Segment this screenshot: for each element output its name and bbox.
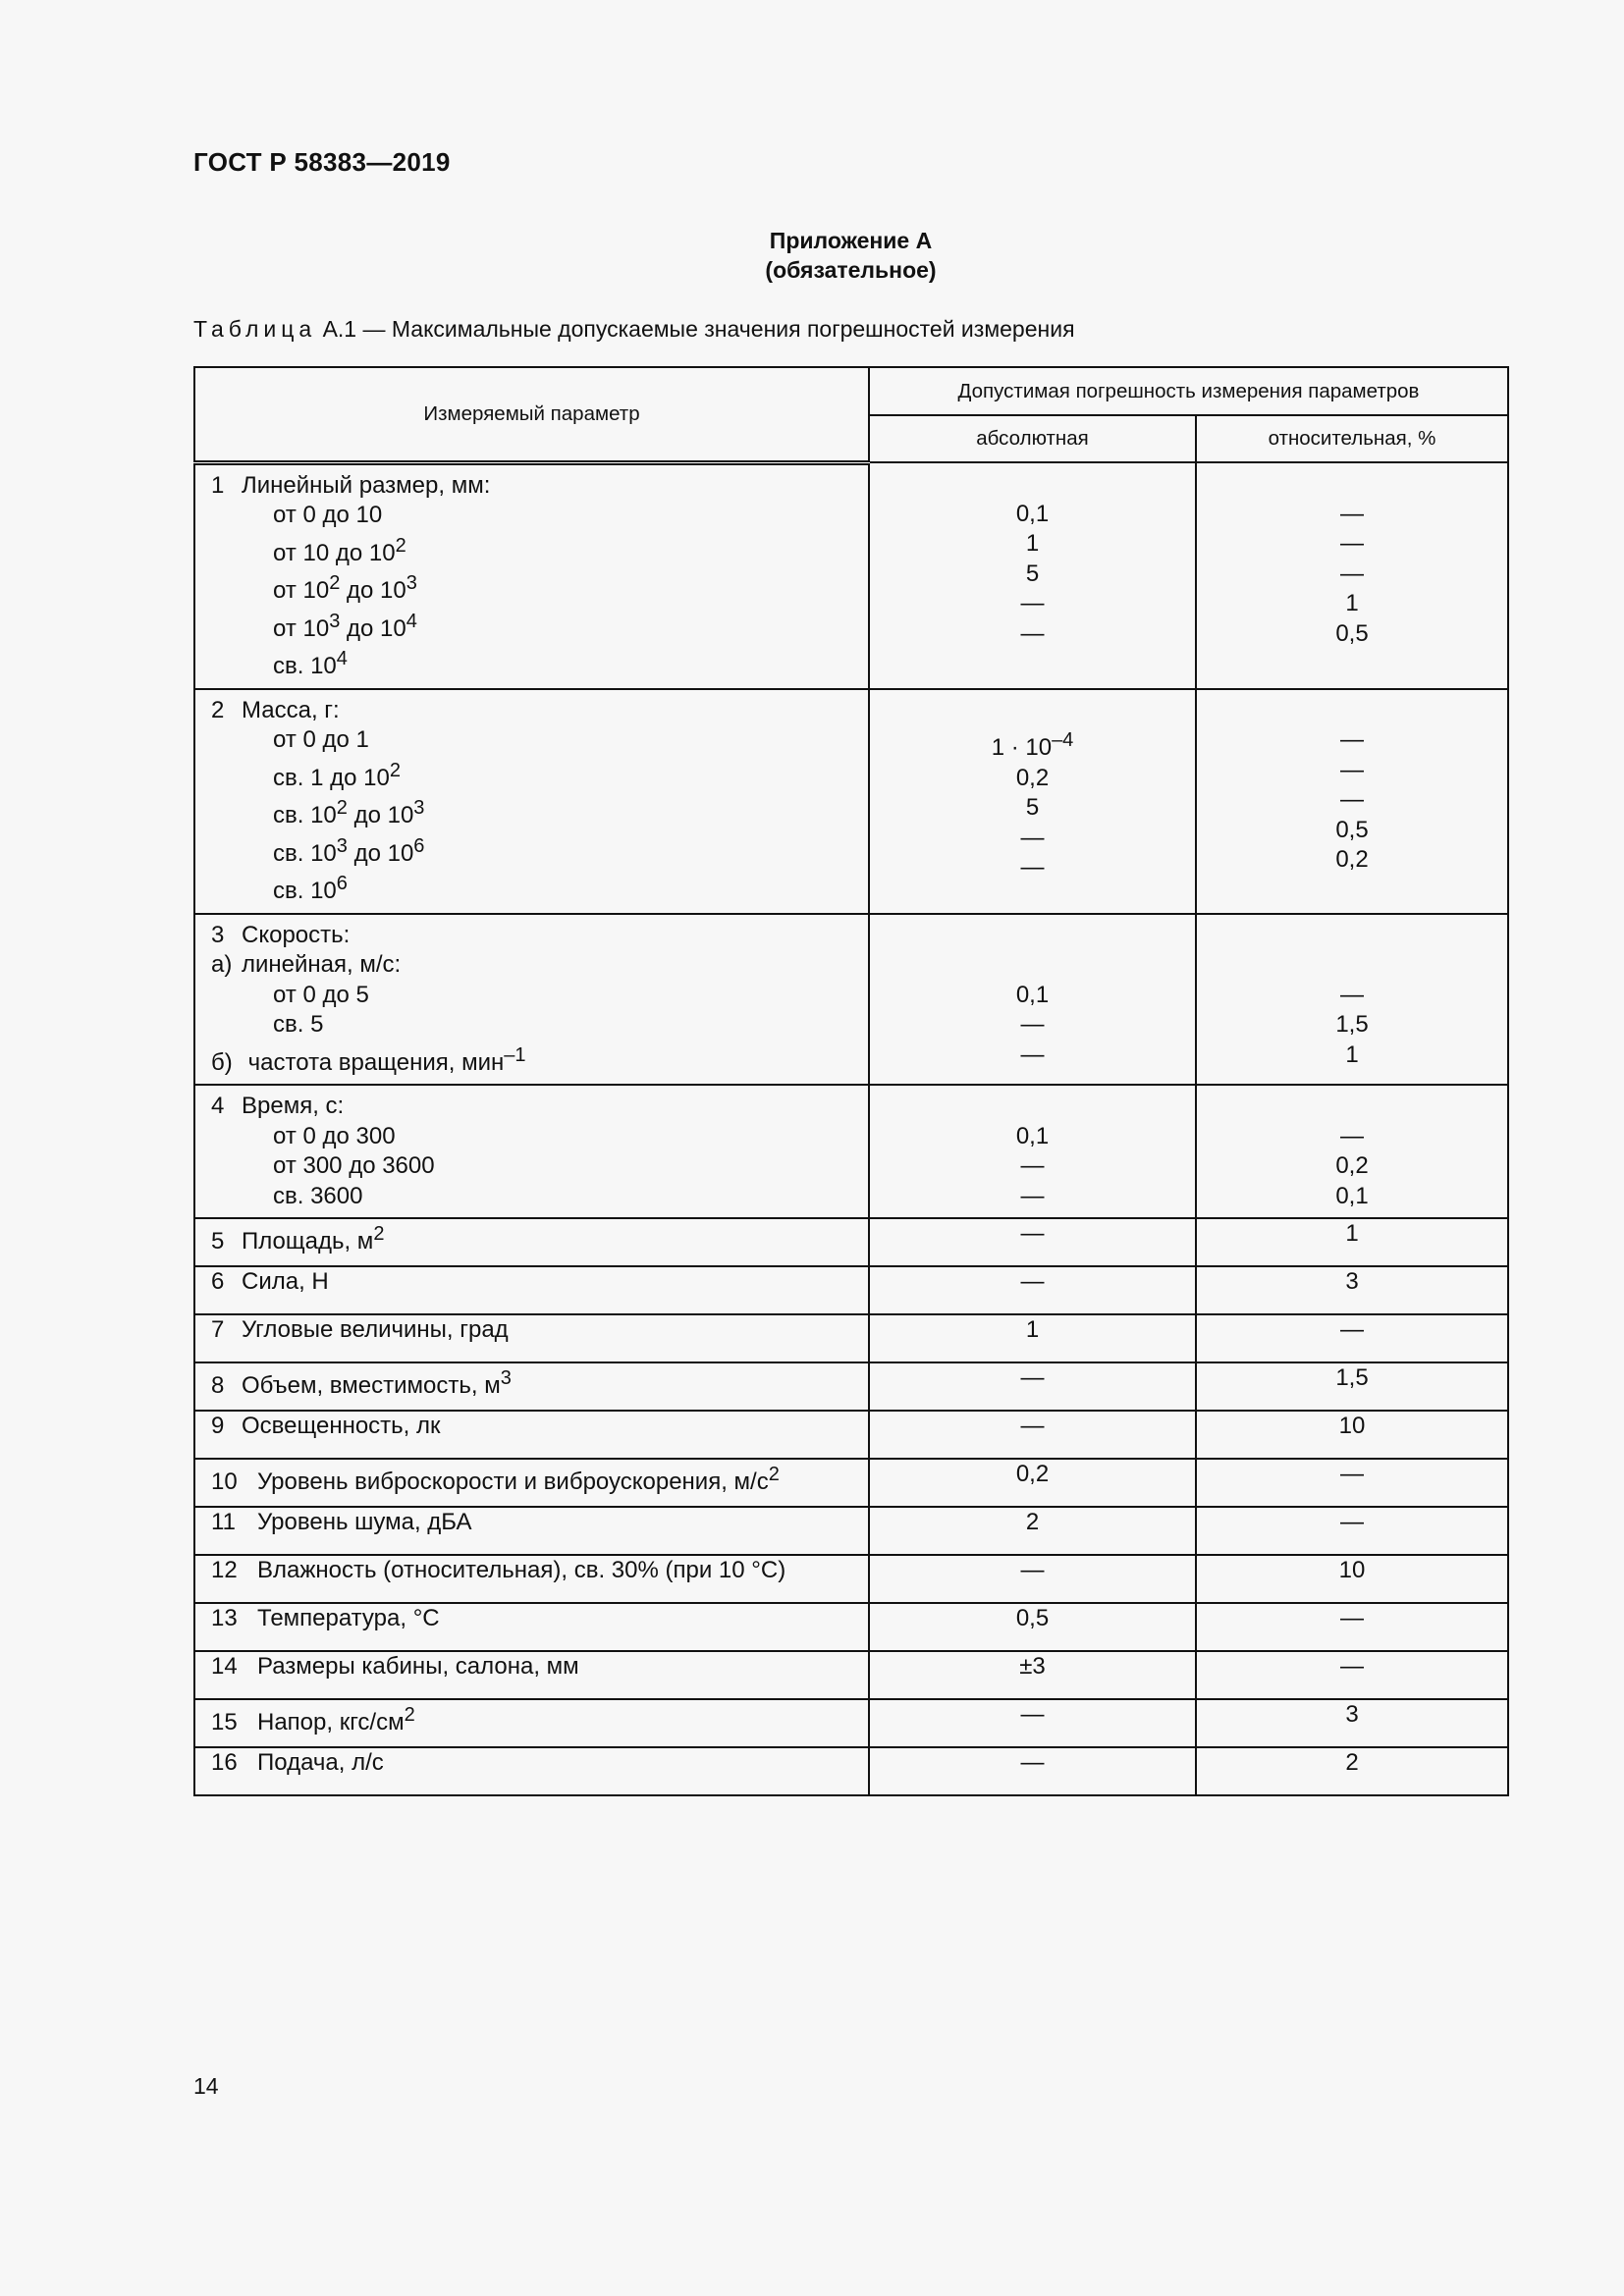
table-row bbox=[194, 1411, 1508, 1459]
param-cell: 11 Уровень шума, дБА bbox=[211, 1509, 472, 1535]
absolute-cell: ±3 bbox=[1019, 1653, 1046, 1680]
absolute-cell: — bbox=[1020, 1364, 1045, 1391]
param-cell: 12 Влажность (относительная), св. 30% (при 10 °С) bbox=[211, 1557, 786, 1583]
param-cell: 14 Размеры кабины, салона, мм bbox=[211, 1653, 579, 1680]
param-cell: 1 Линейный размер, мм: от 0 до 10 от 10 до $10^2$ от $10^2$ до $10^3$ от $10^3$ до $10^4$ св. $10^4$ bbox=[211, 471, 491, 679]
relative-cell: — bbox=[1340, 1653, 1364, 1680]
absolute-cell: 0,1 — — bbox=[1015, 981, 1050, 1068]
param-cell: 10 Уровень виброскорости и виброускорения, $м/с^2$ bbox=[211, 1464, 780, 1495]
absolute-cell: — bbox=[1020, 1557, 1045, 1583]
table-label: Таблица bbox=[193, 316, 317, 342]
table-row bbox=[194, 1699, 1508, 1747]
table-row bbox=[194, 1314, 1508, 1362]
absolute-cell: 0,1 1 5 — — bbox=[1015, 500, 1050, 647]
header-param: Измеряемый параметр bbox=[194, 367, 869, 462]
absolute-cell: 0,2 bbox=[1015, 1461, 1050, 1487]
absolute-cell: 0,5 bbox=[1015, 1605, 1050, 1631]
table-row bbox=[194, 462, 1508, 689]
param-cell: 9 Освещенность, лк bbox=[211, 1413, 441, 1439]
param-cell: 5 Площадь, $м^2$ bbox=[211, 1223, 385, 1255]
absolute-cell: 0,1 — — bbox=[1015, 1122, 1050, 1209]
param-cell: 2 Масса, г: от 0 до 1 св. 1 до $10^2$ св. $10^2$ до $10^3$ св. $10^3$ до $10^6$ св. $10^6$ bbox=[211, 696, 425, 904]
param-cell: 8 Объем, вместимость, $м^3$ bbox=[211, 1367, 512, 1399]
page-number: 14 bbox=[193, 2073, 219, 2099]
error-limits-table bbox=[193, 366, 1509, 1796]
absolute-cell: 2 bbox=[1025, 1509, 1040, 1535]
absolute-cell: — bbox=[1020, 1749, 1045, 1776]
param-cell: 15 Напор, кгс/$см^2$ bbox=[211, 1704, 415, 1735]
table-row bbox=[194, 1507, 1508, 1555]
table-row bbox=[194, 689, 1508, 914]
absolute-cell: 1 bbox=[1025, 1316, 1040, 1343]
table-caption-text: А.1 — Максимальные допускаемые значения погрешностей измерения bbox=[322, 316, 1075, 342]
header-relative: относительная, % bbox=[1196, 415, 1508, 462]
relative-cell: — 1,5 1 bbox=[1335, 981, 1369, 1068]
table-row bbox=[194, 1459, 1508, 1507]
annex-heading bbox=[0, 226, 1624, 285]
table-row bbox=[194, 1085, 1508, 1218]
table-row bbox=[194, 914, 1508, 1086]
absolute-cell: $1 \cdot 10^{-4}$ 0,2 5 — — bbox=[991, 729, 1074, 881]
header-absolute: абсолютная bbox=[869, 415, 1196, 462]
table-row bbox=[194, 1747, 1508, 1795]
param-cell: 7 Угловые величины, град bbox=[211, 1316, 509, 1343]
relative-cell: 3 bbox=[1345, 1701, 1359, 1728]
param-cell: 3 Скорость: а) линейная, м/с: от 0 до 5 св. 5 б) частота вращения, мин$^{-1}$ bbox=[211, 921, 526, 1076]
table-row bbox=[194, 1218, 1508, 1266]
relative-cell: — bbox=[1340, 1509, 1364, 1535]
relative-cell: 2 bbox=[1345, 1749, 1359, 1776]
table-row bbox=[194, 1651, 1508, 1699]
param-cell: 13 Температура, °С bbox=[211, 1605, 440, 1631]
table-row bbox=[194, 1266, 1508, 1314]
relative-cell: — bbox=[1340, 1461, 1364, 1487]
annex-status: (обязательное) bbox=[765, 257, 937, 283]
absolute-cell: — bbox=[1020, 1413, 1045, 1439]
relative-cell: 1 bbox=[1345, 1220, 1359, 1247]
table-caption bbox=[193, 316, 1075, 343]
absolute-cell: — bbox=[1020, 1701, 1045, 1728]
document-code: ГОСТ Р 58383—2019 bbox=[193, 147, 451, 177]
table-row bbox=[194, 1555, 1508, 1603]
absolute-cell: — bbox=[1020, 1220, 1045, 1247]
relative-cell: — — — 0,5 0,2 bbox=[1335, 726, 1369, 873]
table-row bbox=[194, 1603, 1508, 1651]
relative-cell: — bbox=[1340, 1316, 1364, 1343]
param-cell: 4 Время, с: от 0 до 300 от 300 до 3600 св. 3600 bbox=[211, 1093, 435, 1209]
param-cell: 6 Сила, Н bbox=[211, 1268, 329, 1295]
relative-cell: 10 bbox=[1338, 1413, 1366, 1439]
relative-cell: 3 bbox=[1345, 1268, 1359, 1295]
annex-title: Приложение А bbox=[769, 228, 933, 253]
relative-cell: — bbox=[1340, 1605, 1364, 1631]
param-cell: 16 Подача, л/с bbox=[211, 1749, 384, 1776]
relative-cell: 10 bbox=[1338, 1557, 1366, 1583]
header-group: Допустимая погрешность измерения параметров bbox=[869, 367, 1508, 415]
relative-cell: — 0,2 0,1 bbox=[1335, 1122, 1369, 1209]
relative-cell: — — — 1 0,5 bbox=[1335, 500, 1369, 647]
absolute-cell: — bbox=[1020, 1268, 1045, 1295]
table-row bbox=[194, 1362, 1508, 1411]
relative-cell: 1,5 bbox=[1335, 1364, 1369, 1391]
